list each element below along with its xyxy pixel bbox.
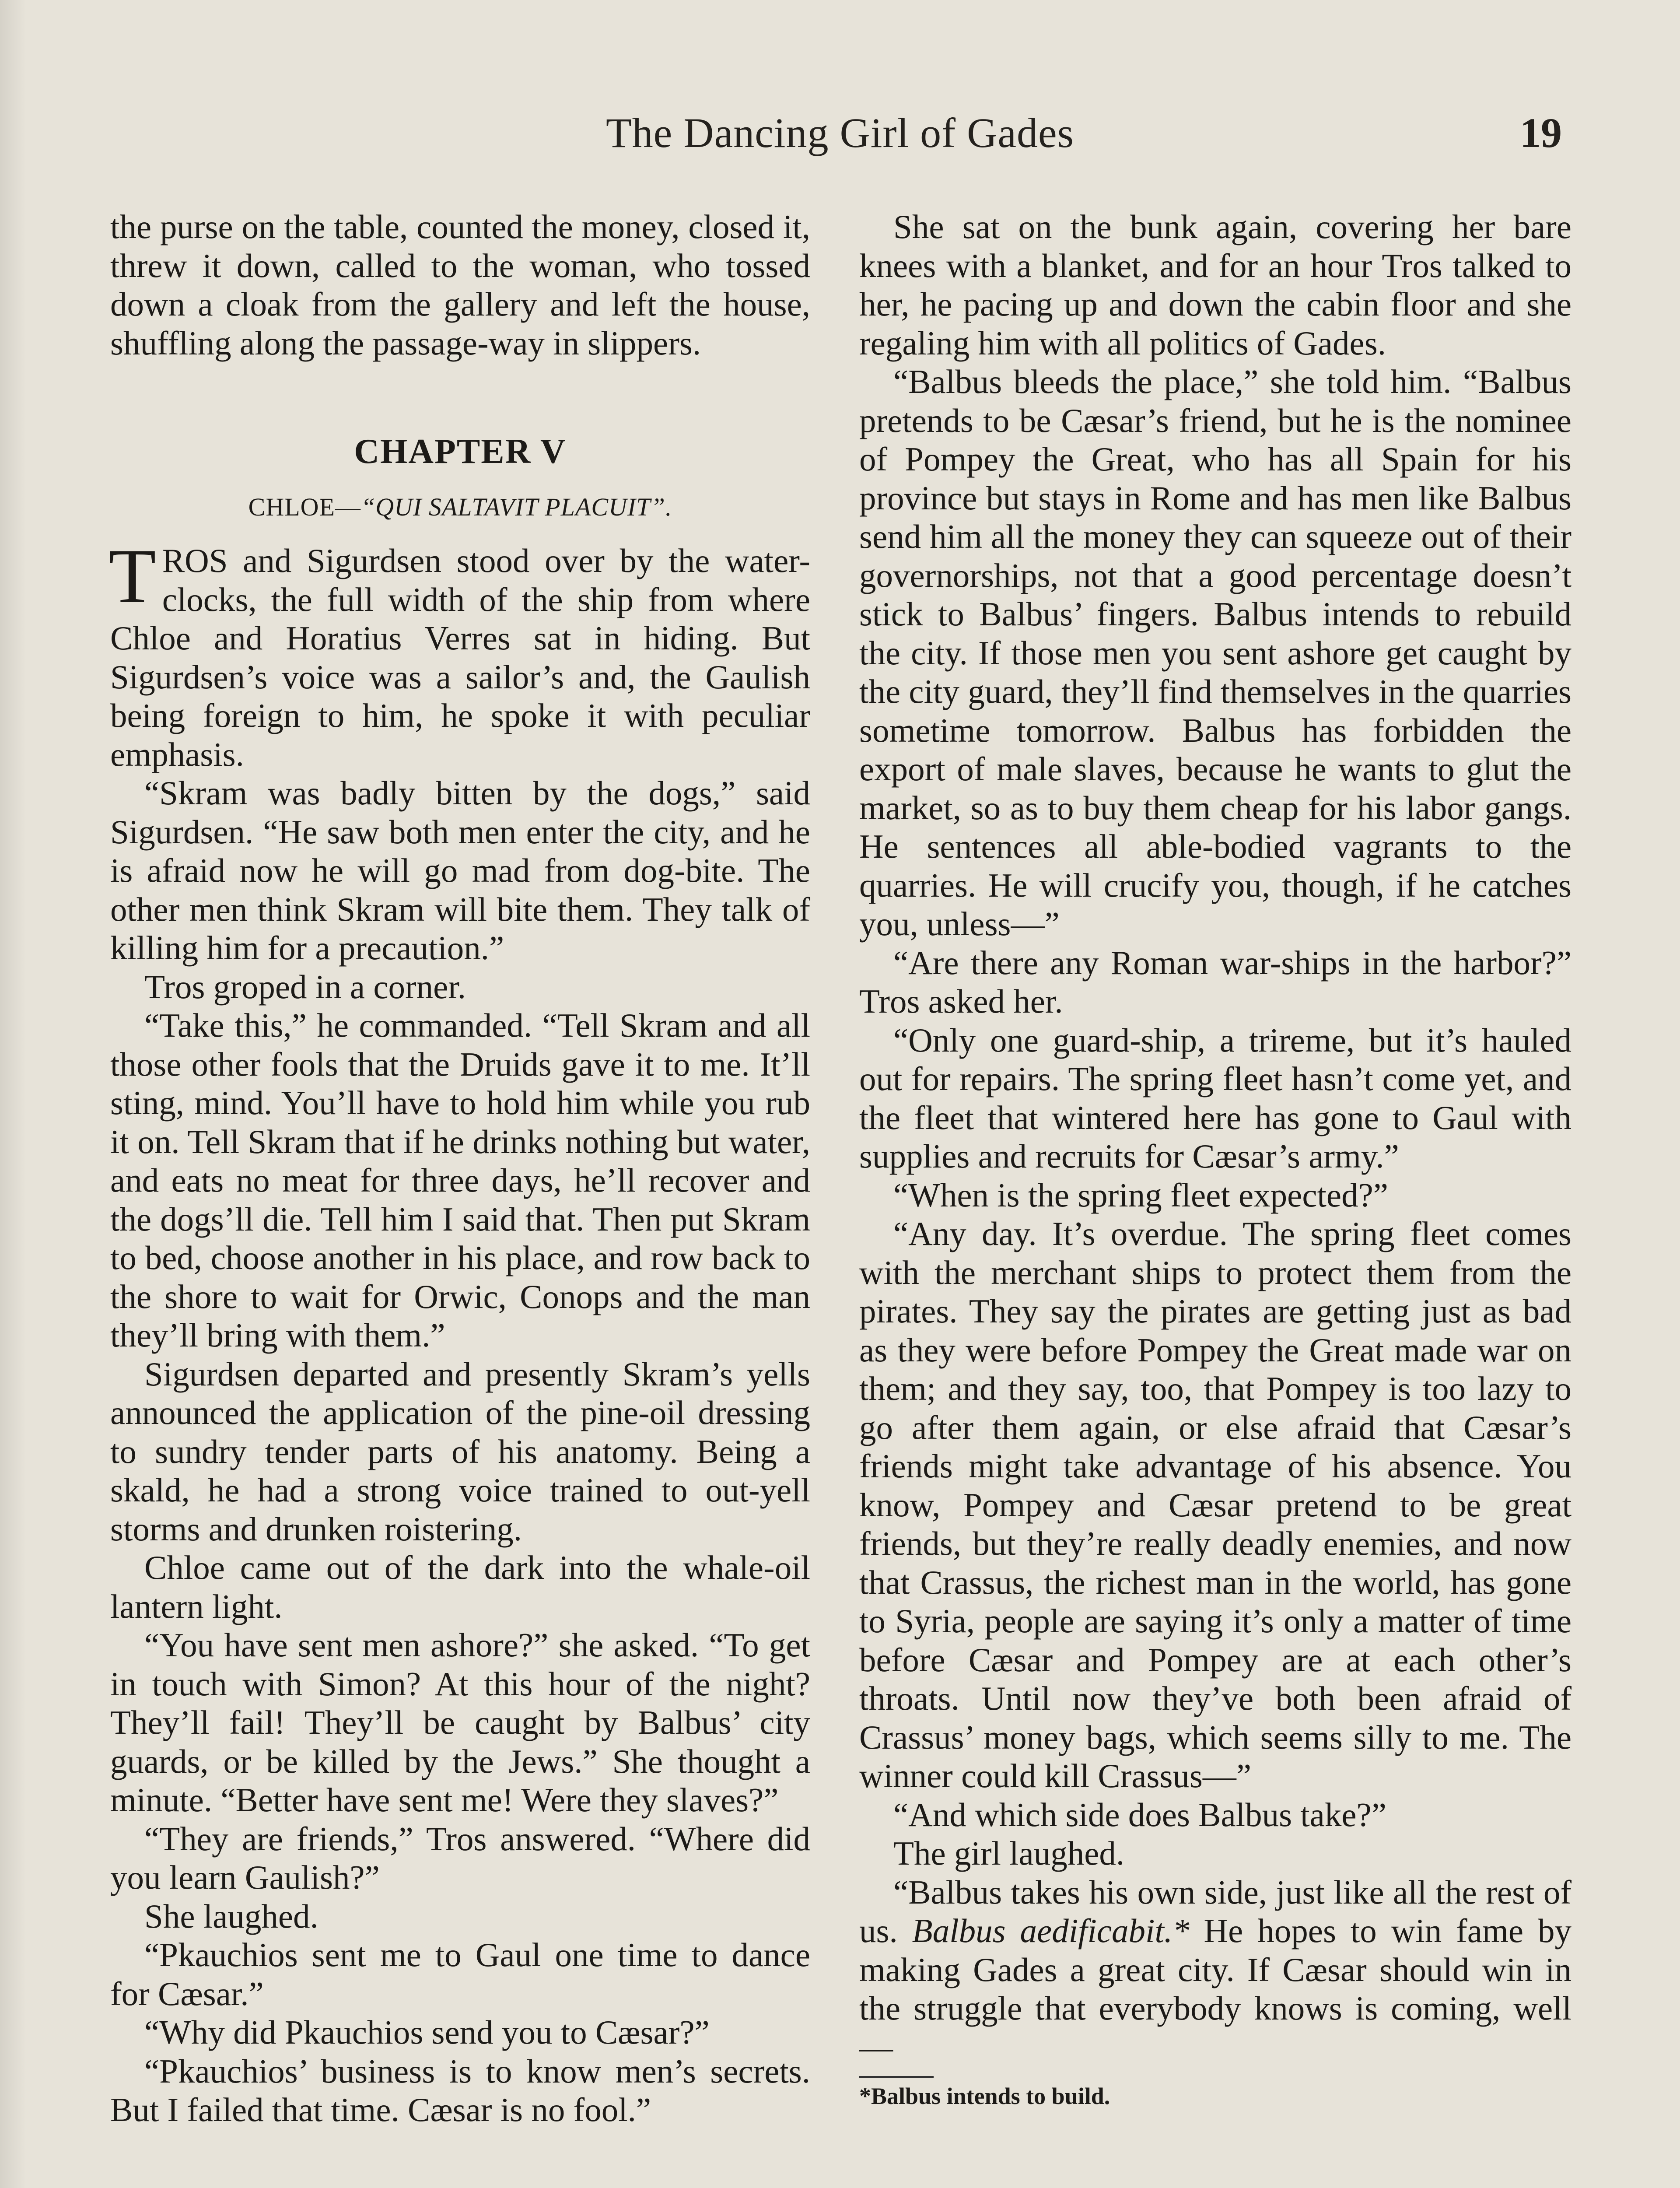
paragraph: “Take this,” he commanded. “Tell Skram and all those other fools that the Druids gave it to me. It’ll sting, mind. You’ll have to hold him while you rub it on. Tell Skram that if he drinks nothing but water, and eats no meat for three days, he’ll recover and the dogs’ll die. Tell him I said that. Then put Skram to bed, choose another in his place, and row back to the shore to wait for Orwic, Conops and the man they’ll bring with them.” [110,1006,810,1354]
paragraph: Tros groped in a corner. [144,968,466,1006]
paragraph [859,1873,1572,2067]
paragraph: “You have sent men ashore?” she asked. “To get in touch with Simon? At this hour of the night? They’ll fail! They’ll be caught by Balbus’ city guards, or be killed by the Jews.” She thought a minute. “Better have sent me! Were they slaves?” [110,1626,810,1819]
paragraph: “Only one guard-ship, a trireme, but it’s hauled out for repairs. The spring fleet hasn’t come yet, and the fleet that wintered here has gone to Gaul with supplies and recruits for Cæsar’s army.” [859,1021,1572,1175]
paragraph: “And which side does Balbus take?” [893,1795,1386,1834]
page-edge-shadow [0,0,26,2188]
paragraph: the purse on the table, counted the money, closed it, threw it down, called to the woman, who tossed down a cloak from the gallery and left the house, shuffling along the passage-way in slippers. [110,208,810,362]
footnote-rule [859,2076,934,2078]
drop-cap: T [108,533,156,619]
paragraph: “Balbus bleeds the place,” she told him. “Balbus pretends to be Cæsar’s friend, but he is the nominee of Pompey the Great, who has all Spain for his province but stays in Rome and has men like Balbus send him all the money they can squeeze out of their governorships, not that a good percentage doesn’t stick to Balbus’ fingers. Balbus intends to rebuild the city. If those men you sent ashore get caught by the city guard, they’ll find themselves in the quarries sometime tomorrow. Balbus has forbidden the export of male slaves, because he wants to glut the market, so as to buy them cheap for his labor gangs. He sentences all able-bodied vagrants to the quarries. He will crucify you, though, if he catches you, unless—” [859,363,1572,943]
paragraph: “Any day. It’s overdue. The spring fleet comes with the merchant ships to protect them from the pirates. They say the pirates are getting just as bad as they were before Pompey the Great made war on them; and they say, too, that Pompey is too lazy to go after them again, or else afraid that Cæsar’s friends might take advantage of his absence. You know, Pompey and Cæsar pretend to be great friends, but they’re really deadly enemies, and now that Crassus, the richest man in the world, has gone to Syria, people are saying it’s only a matter of time before Cæsar and Pompey are at each other’s throats. Until now they’ve both been afraid of Crassus’ money bags, which seems silly to me. The winner could kill Crassus—” [859,1215,1572,1795]
page-number: 19 [1520,109,1562,156]
paragraph: “Pkauchios sent me to Gaul one time to dance for Cæsar.” [110,1936,810,2013]
latin-phrase: Balbus aedificabit.* [912,1912,1190,1950]
footnote: *Balbus intends to build. [859,2083,1110,2109]
chapter-heading: CHAPTER V [354,432,567,471]
paragraph: “Why did Pkauchios send you to Cæsar?” [144,2013,710,2051]
running-head [0,109,1680,156]
paragraph-text: “Balbus takes his own side, just like all the rest of us. [859,1873,1572,1950]
opening-text: ROS and Sigurdsen stood over by the water-clocks, the full width of the ship from where Chloe and Horatius Verres sat in hiding. But Sigurdsen’s voice was a sailor’s and, the Gaulish being foreign to him, he spoke it with peculiar emphasis. [110,542,810,773]
paragraph: Chloe came out of the dark into the whale-oil lantern light. [110,1549,810,1625]
paragraph-text: He hopes to win fame by making Gades a great city. If Cæsar should win in the struggle that everybody knows is coming, well— [859,1912,1572,2066]
left-column [110,207,810,2129]
paragraph: “Skram was badly bitten by the dogs,” said Sigurdsen. “He saw both men enter the city, and he is afraid now he will go mad from dog-bite. The other men think Skram will bite them. They talk of killing him for a precaution.” [110,774,810,967]
paragraph: The girl laughed. [893,1834,1125,1872]
paragraph: “Are there any Roman war-ships in the harbor?” Tros asked her. [859,943,1572,1020]
chapter-subtitle-prefix: CHLOE— [248,492,361,521]
right-column [859,207,1572,2110]
paragraph: “They are friends,” Tros answered. “Where did you learn Gaulish?” [110,1820,810,1896]
chapter-subtitle-italic: “QUI SALTAVIT PLACUIT”. [361,492,672,521]
chapter-subtitle [110,488,810,527]
paragraph: She laughed. [144,1897,318,1935]
paragraph: Sigurdsen departed and presently Skram’s yells announced the application of the pine-oil dressing to sundry tender parts of his anatomy. Being a skald, he had a strong voice trained to out-yell storms and drunken roistering. [110,1355,810,1548]
paragraph: “Pkauchios’ business is to know men’s secrets. But I failed that time. Cæsar is no fool.” [110,2052,810,2128]
paragraph: She sat on the bunk again, covering her bare knees with a blanket, and for an hour Tros talked to her, he pacing up and down the cabin floor and she regaling him with all politics of Gades. [859,208,1572,362]
running-title: The Dancing Girl of Gades [606,109,1074,156]
paragraph: “When is the spring fleet expected?” [893,1176,1388,1214]
opening-paragraph [108,533,810,774]
